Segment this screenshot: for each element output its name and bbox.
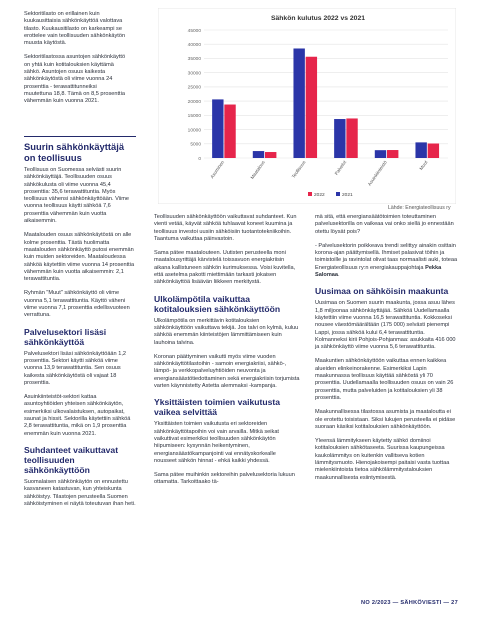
y-tick-label: 10000: [187, 128, 201, 134]
x-tick-label: Maatalous: [249, 159, 266, 180]
section-heading: Ulkolämpötila vaikuttaa kotitalouksien sähkönkäyttöön: [154, 293, 281, 314]
x-tick-label: Palvelut: [333, 159, 348, 176]
y-tick-label: 30000: [187, 71, 201, 77]
y-tick-label: 40000: [187, 43, 201, 49]
paragraph: Teollisuuden sähkönkäyttöön vaikuttavat suhdanteet. Kun vienti vetää, käyvät sähköä tuhlaavat koneet kuumina ja teollisuus investoi uusiin sähköisiin tuotantotekniikoihin. Taantuma vaikuttaa päinvastoin.: [154, 214, 297, 242]
right-column: [315, 214, 458, 489]
x-tick-label: Asuminen: [209, 159, 226, 180]
x-tick-label: Muut: [418, 159, 429, 171]
paragraph: Maakuntien sähkönkäyttöön vaikuttaa ennen kaikkea alueiden elinkeinorakenne. Esimerkiksi Lapin maakunnassa teollisuus käyttää sähköstä yli 70 prosenttia. Uudellamaalla teollisuuden osuus on vain 26 prosenttia, mutta palveluiden ja kotitalouksien yli 38 prosenttia.: [315, 358, 454, 401]
bar-2021: [415, 142, 426, 158]
paragraph: Suomalaisen sähkönkäytön on ennustettu kasvaneen katastuvan, kun yhteiskunta sähköistyy. Tilastojen perusteella Suomen sähköistyminen ei näytä toteutuvan ihan heti.: [24, 478, 136, 507]
section-heading: Uusimaa on sähköisin maakunta: [315, 286, 449, 297]
bar-2022: [346, 118, 357, 158]
section-heading: Suurin sähkönkäyttäjä on teollisuus: [24, 141, 125, 163]
bar-2021: [212, 99, 223, 158]
paragraph: Teollisuus on Suomessa selvästi suurin sähkönkäyttäjä. Teollisuuden osuus sähkökulusta oli viime vuonna 45,4 prosenttia: 35,6 terawattituntia. Myös teollisuus vähensi sähkönkäyttöään. Viime vuonna teollisuus käytti sähköä 7,6 prosenttia vähemmän kuin vuotta aikaisemmin.: [24, 167, 129, 225]
y-tick-label: 45000: [187, 28, 201, 34]
y-tick-label: 15000: [187, 114, 201, 120]
paragraph: Sektoritilastossa asuntojen sähkönkäyttö on yhtä kuin kotitalouksien käyttämä sähkö. Asuntojen osuus kaikesta sähkönkäytöstä oli viime vuonna 24 prosenttia - terawattitunneiksi muutettuna 18,8. Tämä on 8,5 prosenttia vähemmän kuin vuonna 2021.: [24, 54, 126, 105]
paragraph: Sektoritilasto on erillainen kuin kuukausittaisia sähkönkäyttöä valottava tilasto. Kuukausitilasto on karkeampi se erottelee vain teollisuuden sähkönkäytön muusta käytöstä.: [24, 11, 126, 47]
legend-swatch: [336, 192, 340, 196]
bar-2021: [375, 150, 386, 158]
middle-column: [154, 214, 300, 494]
legend-label: 2022: [314, 193, 325, 198]
bar-2022: [387, 150, 398, 158]
paragraph: Uusimaa on Suomen suurin maakunta, jossa asuu lähes 1,8 miljoonaa sähkönkäyttäjää. Sähköä Uudellamaalla käytettiin viime vuonna 16,5 terawattituntia. Kokkoseksi nousee väestömäärältään (175 000) selvästi pienempi Lappi, jossa sähköä kului 6,4 terawattituntia. Kolmanneksi kirii Pohjois-Pohjanmaa: asukkaita 416 000 ja sähkönkäyttö viime vuonna 5,6 terawattituntia.: [315, 300, 456, 351]
section-heading: Suhdanteet vaikuttavat teollisuuden sähkönkäyttöön: [24, 444, 119, 475]
bar-2021: [293, 48, 304, 158]
paragraph: Sama pätee muihinkin sektoreihin palvelusektoria lukuun ottamatta. Tarkoittaako tä-: [154, 472, 295, 486]
paragraph: Maatalouden osuus sähkönkäytöstä on alle kolme prosenttia. Tästä huolimatta maatalouden sähkönkäyttö putosi enemmän kuin muiden sektoreiden. Maataloudessa sähköä käytettiin viime vuonna 14 prosenttia vähemmän kuin vuotta aikaisemmin: 2,1 terawattituntia.: [24, 232, 135, 283]
bar-2022: [224, 105, 235, 158]
bar-2022: [428, 143, 439, 158]
y-tick-label: 25000: [187, 85, 201, 91]
y-tick-label: 0: [198, 156, 201, 162]
paragraph: mä sitä, että energiansäätötoimien toteuttaminen palvelusektorilla on vaikeaa vai onko siellä jo ennestään otettu löysät pois?: [315, 214, 454, 235]
paragraph: Yleensä lämmitykseen käytetty sähkö domiinoi kotitalouksien sähkötaseeta. Suurissa kaupungeissa kaukolämmitys on kuitenkin vallitseva kotien lämmitysmuoto. Hienojakoisempi paitaisi vasta tuottaa mielenkiintoista tietoa sähkölämmitystalouksien maakunnallisesta esiintymisestä.: [315, 438, 450, 481]
paragraph: Ulkolämpötila on merkittävin kotitalouksien sähkönkäyttöön vaikuttava tekijä. Jos talvi on kylmä, kuluu sähköä enemmän kiinteistöjen lämmittämiseen kuin lauhoina talvina.: [154, 317, 299, 346]
bar-chart: [158, 8, 456, 204]
paragraph: Ryhmän "Muut" sähkönkäyttö oli viime vuonna 5,1 terawattituntia. Käyttö väheni viime vuonna 7,1 prosenttia edellisvuoteen verrattuna.: [24, 290, 130, 319]
bar-2021: [253, 151, 264, 158]
chart-title: Sähkön kulutus 2022 vs 2021: [270, 15, 366, 22]
section-heading: Yksittäisten toimien vaikutusta vaikea selvittää: [154, 397, 281, 418]
intro-column: [24, 11, 126, 113]
heading-rule: [24, 136, 136, 137]
chart-source: Lähde: Energiateollisuus ry: [388, 205, 451, 211]
person-name: Pekka Salomaa: [315, 264, 442, 279]
paragraph: Yksittäisten toimien vaikutusta eri sektoreiden sähkönkäyttötapoihin voi vain arvailla. Mitkä seikat vaikuttivat esimerkiksi teollisuuden sähkönkäytön hiipumiseen: kysynnän heikentyminen, energiansäästökampanjointi vai ennätyskorkealle nousseet sähkön hinnat - ehkä kaikki yhdessä.: [154, 421, 279, 464]
paragraph: [315, 243, 458, 279]
legend-swatch: [308, 192, 312, 196]
y-tick-label: 20000: [187, 99, 201, 105]
legend-label: 2021: [342, 193, 353, 198]
left-column: [24, 136, 136, 515]
paragraph: Palvelusektori lisäsi sähkönkäyttöään 1,2 prosenttia. Sektori käytti sähköä viime vuonna 13,9 terawattituntia. Sen osuus kaikesta sähkönkäytöstä oli vajaat 18 prosenttia.: [24, 350, 126, 386]
page-footer: NO 2/2023 — SÄHKÖVIESTI — 27: [361, 600, 458, 606]
y-tick-label: 5000: [190, 142, 201, 148]
section-heading: Palvelusektori lisäsi sähkönkäyttöä: [24, 326, 107, 347]
paragraph: Asuinkiinteistöt-sektori kattaa asuntoyhtiöiden yhteisen sähkönkäytön, esimerkiksi ulkovalaistuksen, autopaikat, saunat ja hissit. Sektorilla käytettiin sähköä 2,8 terawattituntia, mikä on 1,9 prosenttia enemmän kuin vuonna 2021.: [24, 394, 131, 437]
x-tick-label: Asuinkiinteistö: [366, 159, 388, 187]
bar-2022: [306, 57, 317, 158]
paragraph: Sama pätee maatalouteen. Uutisten perusteella moni maatalousyrittäjä kärvistelä toissavuon energiakriisin aikana kallistuneen sähkön kurimuksessa. Voisi kuvitella, että asetelma pakotti miettimään tarkasti jokaisen sähkönkäyttöä lisäävän liikkeen merkitystä.: [154, 250, 296, 286]
paragraph: Maakunnallisessa tilastossa asumista ja maataloutta ei ole erotettu toisistaan. Siksi lukujen perusteella ei pidäse suoraan käsiksi kotitalouksien sähkönkäyttöön.: [315, 409, 456, 430]
x-tick-label: Teollisuus: [290, 159, 307, 180]
y-tick-label: 35000: [187, 57, 201, 63]
quote-end: .: [338, 272, 340, 279]
quote-text: - Palvelusektorin poikkeava trendi selittyy ainakin osittain korona-ajan päättymisellä. Ihmiset palasivat töihin ja toimistoille ja ravintolat olivat taas normaalisti auki, toteaa Energiateollisuus ry:n energiakauppajohtaja: [315, 242, 458, 271]
bar-2021: [334, 119, 345, 158]
paragraph: Koronan päättyminen vaikutti myös viime vuoden sähkönkäyttötilastoihin - samoin energiakriisi, sähkö-, lämpö- ja verkkopalveluyhtiöiden neuvonta ja energiansäästötiedottaminen sekä energiakriisin torjumista varten käynnistetty Astetta alemmaksi -kampanja.: [154, 353, 300, 390]
bar-2022: [265, 152, 276, 158]
